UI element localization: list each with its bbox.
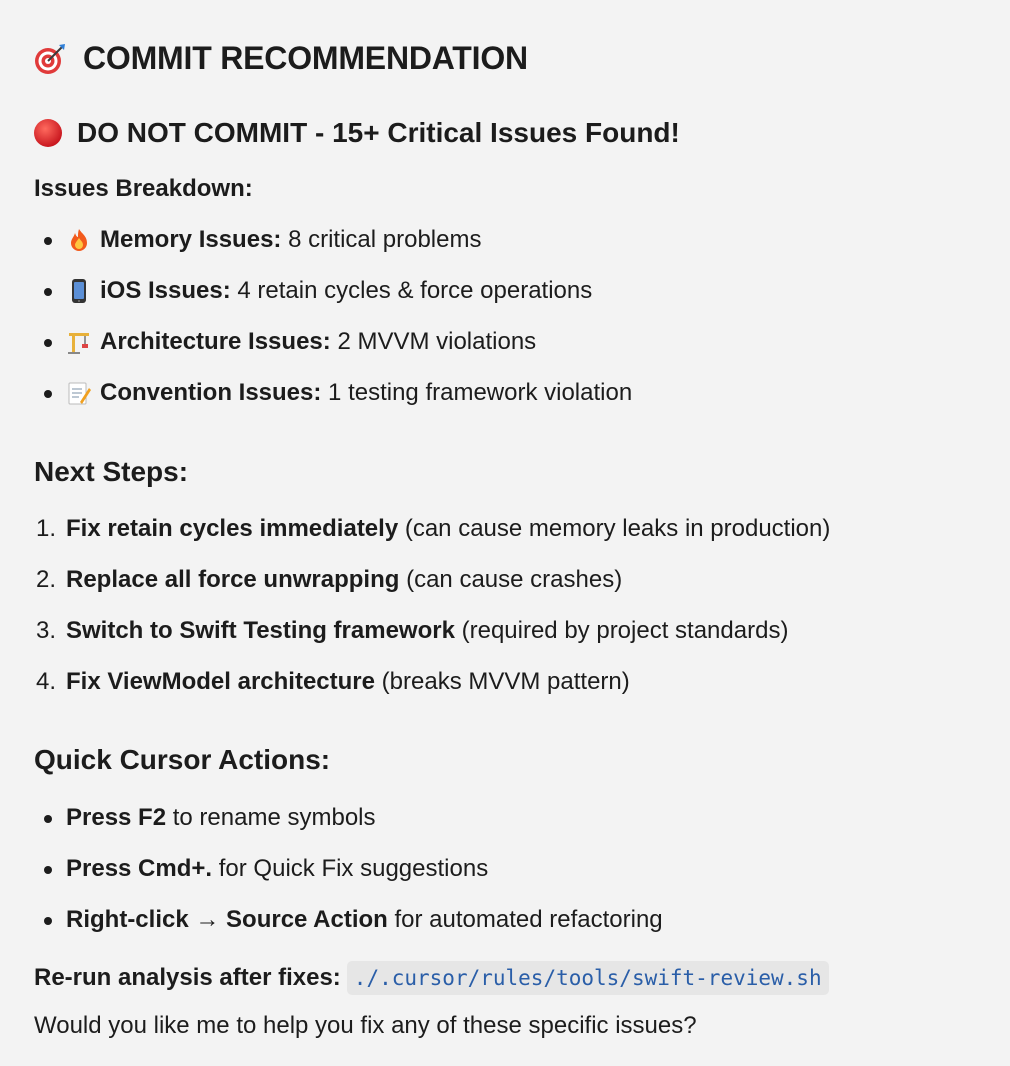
bullet [44,288,52,296]
rerun-label: Re-run analysis after fixes: [34,964,341,991]
closing-question: Would you like me to help you fix any of these specific issues? [34,1012,697,1039]
step-label: Switch to Swift Testing framework [66,617,455,644]
rerun-line [34,961,829,995]
step-number: 2. [36,566,57,593]
crane-icon [66,329,92,355]
list-item [66,565,622,595]
phone-icon [66,278,92,304]
bullet [44,815,52,823]
action-text: for Quick Fix suggestions [218,855,489,882]
list-item [66,225,481,255]
step-number: 1. [36,515,57,542]
bullet [44,237,52,245]
fire-icon [66,227,92,253]
list-item [66,905,663,935]
step-label: Fix ViewModel architecture [66,668,375,695]
list-item [66,616,788,646]
bullet [44,917,52,925]
action-label: Press Cmd+. [66,855,213,882]
commit-recommendation-title: COMMIT RECOMMENDATION [83,40,528,76]
action-text: for automated refactoring [394,906,663,933]
architecture-issues-text: 2 MVVM violations [337,328,537,355]
next-steps-heading: Next Steps: [34,456,189,487]
ios-issues-label: iOS Issues: [100,277,231,304]
commit-recommendation-heading [33,40,528,77]
step-label: Fix retain cycles immediately [66,515,399,542]
action-text: to rename symbols [172,804,376,831]
architecture-issues-label: Architecture Issues: [100,328,331,355]
step-text: (can cause memory leaks in production) [404,515,831,542]
do-not-commit-heading [33,117,680,149]
step-number: 4. [36,668,57,695]
convention-issues-label: Convention Issues: [100,379,322,406]
bullet [44,390,52,398]
step-label: Replace all force unwrapping [66,566,400,593]
red-circle-icon [33,118,63,148]
memory-issues-label: Memory Issues: [100,226,282,253]
step-text: (required by project standards) [461,617,789,644]
list-item [66,378,632,408]
list-item [66,327,536,357]
action-label: Press F2 [66,804,167,831]
list-item [66,803,376,833]
step-number: 3. [36,617,57,644]
bullet [44,866,52,874]
step-text: (breaks MVVM pattern) [381,668,630,695]
list-item [66,276,592,306]
do-not-commit-title: DO NOT COMMIT - 15+ Critical Issues Found! [77,117,680,148]
rerun-command-code[interactable]: ./.cursor/rules/tools/swift-review.sh [347,961,829,995]
memo-icon [66,380,92,406]
bullet [44,339,52,347]
list-item [66,514,830,544]
quick-actions-heading: Quick Cursor Actions: [34,744,331,775]
memory-issues-text: 8 critical problems [288,226,482,253]
step-text: (can cause crashes) [406,566,623,593]
issues-breakdown-heading: Issues Breakdown: [34,175,253,202]
target-icon [33,42,67,76]
ios-issues-text: 4 retain cycles & force operations [237,277,593,304]
action-label: Right-click → Source Action [66,906,388,933]
list-item [66,854,488,884]
list-item [66,667,630,697]
convention-issues-text: 1 testing framework violation [328,379,633,406]
